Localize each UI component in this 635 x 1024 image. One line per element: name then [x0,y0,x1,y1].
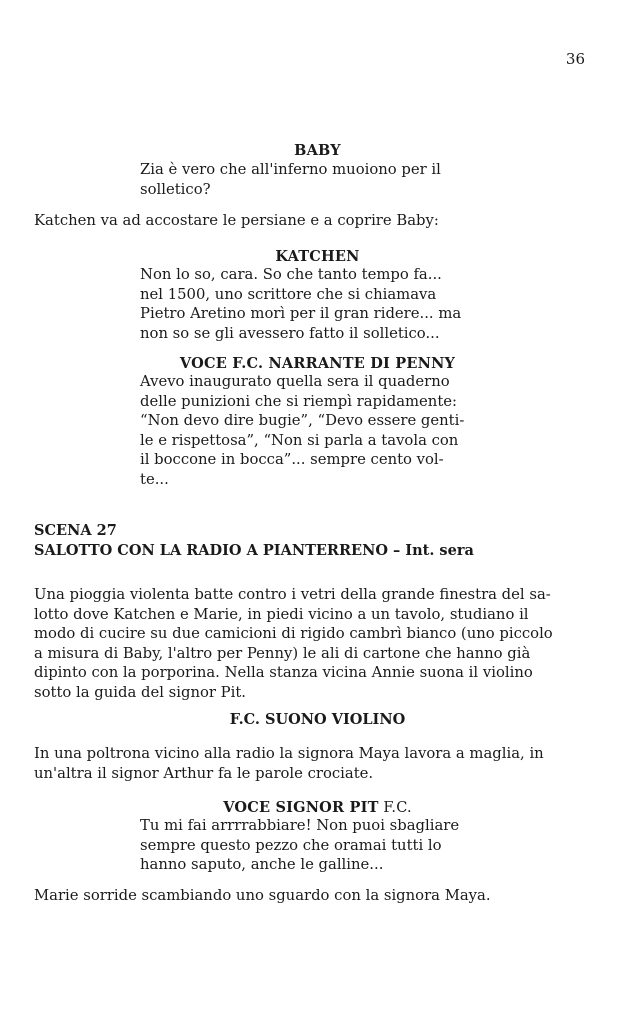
action-paragraph-2 [34,585,600,702]
action-paragraph-3 [34,744,600,783]
scene-location: SALOTTO CON LA RADIO A PIANTERRENO – Int. sera [34,541,474,559]
character-cue-suffix: F.C. [378,800,412,816]
dialogue-line: le e rispettosa”, “Non si parla a tavola con [140,431,459,449]
dialogue-line: sempre questo pezzo che oramai tutti lo [140,836,442,854]
dialogue-line: Tu mi fai arrrrabbiare! Non puoi sbagliare [140,817,460,834]
dialogue-line: non so se gli avessero fatto il solletico... [140,324,440,342]
action-line: In una poltrona vicino alla radio la signora Maya lavora a maglia, in [34,745,544,762]
dialogue-line: Avevo inaugurato quella sera il quaderno [140,373,450,390]
dialogue-line: il boccone in bocca”... sempre cento vol- [140,451,444,468]
character-name-katchen: KATCHEN [275,248,360,265]
action-line: modo di cucire su due camicioni di rigido cambrì bianco (uno piccolo [34,625,553,642]
action-line: a misura di Baby, l'altro per Penny) le ali di cartone che hanno già [34,644,531,662]
dialogue-voce-penny [140,372,492,489]
page-number: 36 [565,50,585,68]
action-paragraph-1 [34,211,600,231]
dialogue-line: Pietro Aretino morì per il gran ridere... ma [140,305,462,322]
dialogue-line: te... [140,470,169,488]
action-line: Marie sorride scambiando uno sguardo con la signora Maya. [34,887,491,904]
action-line: dipinto con la porporina. Nella stanza vicina Annie suona il violino [34,664,533,681]
sound-cue: F.C. SUONO VIOLINO [229,711,406,728]
dialogue-line: “Non devo dire bugie”, “Devo essere genti- [140,412,465,429]
dialogue-baby [140,160,492,199]
action-line: sotto la guida del signor Pit. [34,683,247,701]
action-line: Katchen va ad accostare le persiane e a coprire Baby: [34,212,439,229]
dialogue-line: delle punizioni che si riempì rapidamente: [140,392,458,410]
scene-heading [34,521,474,560]
character-name-text: VOCE SIGNOR PIT [223,799,379,816]
dialogue-line: Non lo so, cara. So che tanto tempo fa... [140,266,442,283]
action-line: lotto dove Katchen e Marie, in piedi vicino a un tavolo, studiano il [34,605,529,623]
character-name-baby: BABY [294,142,341,159]
dialogue-voce-pit [140,816,492,875]
dialogue-line: Zia è vero che all'inferno muoiono per il [140,161,441,178]
character-name-voce-penny: VOCE F.C. NARRANTE DI PENNY [179,355,456,372]
action-paragraph-4 [34,886,600,906]
dialogue-katchen [140,265,492,343]
character-name-voce-pit [0,799,635,816]
action-line: un'altra il signor Arthur fa le parole crociate. [34,764,374,782]
dialogue-line: solletico? [140,180,211,198]
dialogue-line: hanno saputo, anche le galline... [140,856,384,873]
dialogue-line: nel 1500, uno scrittore che si chiamava [140,285,437,303]
action-line: Una pioggia violenta batte contro i vetri della grande finestra del sa- [34,586,551,603]
scene-number: SCENA 27 [34,522,117,539]
